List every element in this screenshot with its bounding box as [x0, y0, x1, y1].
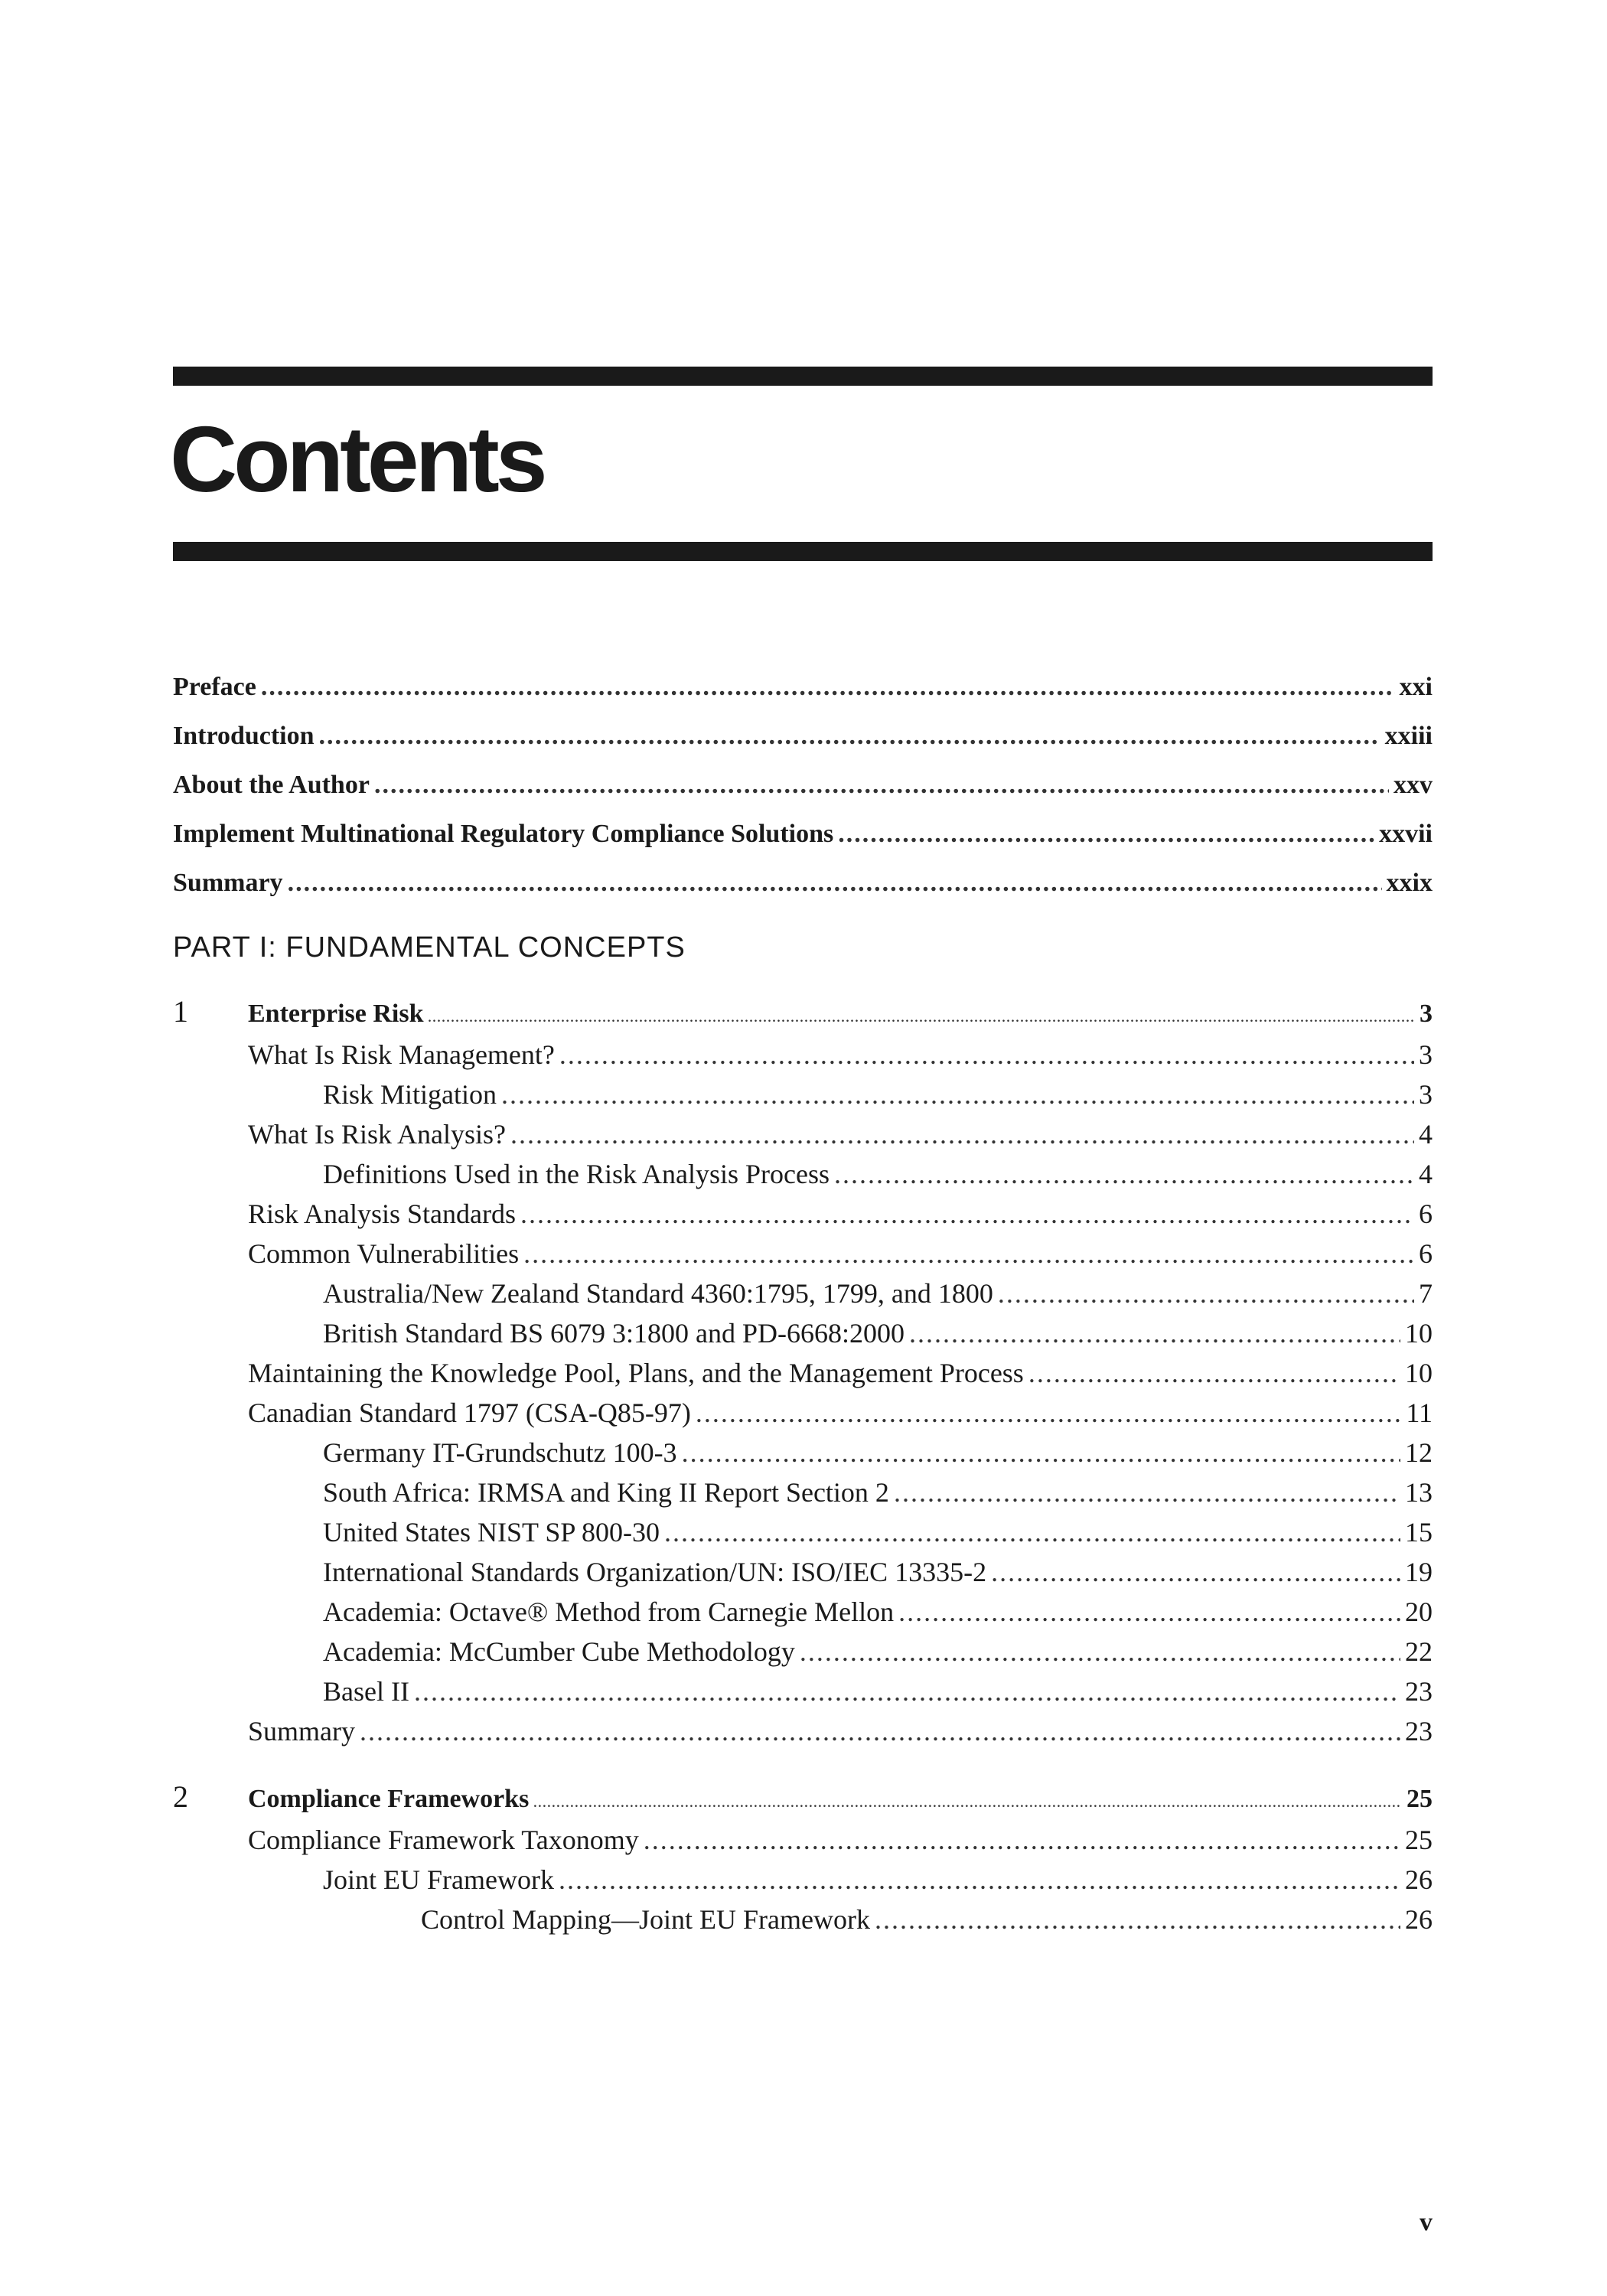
toc-entry[interactable] [248, 1860, 1433, 1900]
toc-entry[interactable] [248, 1194, 1433, 1234]
toc-entry-page: 23 [1405, 1716, 1433, 1746]
dot-leader [894, 1473, 1400, 1512]
chapter-2 [173, 1774, 1433, 1939]
page-title: Contents [170, 407, 544, 511]
dot-leader [834, 1154, 1414, 1194]
dot-leader [374, 761, 1389, 810]
toc-entry[interactable] [248, 1274, 1433, 1313]
toc-entry-page: xxix [1386, 869, 1433, 897]
toc-entry[interactable] [248, 1552, 1433, 1592]
bottom-rule [173, 542, 1433, 561]
toc-entry-label: Academia: McCumber Cube Methodology [323, 1636, 795, 1667]
toc-entry-page: 12 [1405, 1437, 1433, 1468]
toc-entry[interactable] [248, 1035, 1433, 1075]
toc-entry[interactable] [248, 1671, 1433, 1711]
toc-entry-page: 22 [1405, 1636, 1433, 1667]
contents-page [170, 0, 1433, 2296]
front-matter-list [173, 663, 1433, 908]
toc-entry-page: 10 [1405, 1358, 1433, 1388]
dot-leader [1028, 1353, 1400, 1393]
dot-leader [414, 1671, 1400, 1711]
dot-leader [501, 1075, 1414, 1114]
toc-entry[interactable] [248, 1900, 1433, 1939]
dot-leader [261, 663, 1395, 712]
toc-entry-label: Canadian Standard 1797 (CSA-Q85-97) [248, 1397, 691, 1428]
toc-entry-page: xxvii [1379, 820, 1433, 848]
toc-entry-label: Basel II [323, 1676, 409, 1707]
toc-entry-page: xxv [1393, 771, 1433, 799]
page-folio: v [1420, 2208, 1433, 2236]
toc-entry-page: 3 [1419, 1079, 1433, 1110]
toc-entry-page: 4 [1419, 1159, 1433, 1189]
part-heading: PART I: FUNDAMENTAL CONCEPTS [173, 931, 686, 964]
chapter-title-row[interactable] [173, 989, 1433, 1035]
toc-entry-label: Risk Mitigation [323, 1079, 497, 1110]
toc-entry-page: 26 [1405, 1864, 1433, 1895]
toc-entry-label: Definitions Used in the Risk Analysis Process [323, 1159, 830, 1189]
toc-entry-about-the-author[interactable] [173, 761, 1433, 810]
chapter-number: 1 [173, 994, 188, 1029]
table-of-contents [173, 663, 1433, 1939]
chapter-title-row[interactable] [173, 1774, 1433, 1820]
dot-leader [429, 996, 1416, 1035]
dot-leader [875, 1900, 1400, 1939]
toc-entry[interactable] [248, 1433, 1433, 1473]
toc-entry-label: Australia/New Zealand Standard 4360:1795, 1799, and 1800 [323, 1278, 993, 1309]
chapter-title: Compliance Frameworks [248, 1785, 530, 1813]
toc-entry-page: xxi [1399, 673, 1433, 701]
toc-entry-label: Risk Analysis Standards [248, 1199, 517, 1229]
dot-leader [696, 1393, 1401, 1433]
toc-entry-page: 15 [1405, 1517, 1433, 1548]
chapter-number: 2 [173, 1779, 188, 1814]
chapter-entries [248, 1820, 1433, 1939]
toc-entry-label: Summary [173, 869, 283, 897]
dot-leader [664, 1512, 1400, 1552]
dot-leader [991, 1552, 1400, 1592]
toc-entry-preface[interactable] [173, 663, 1433, 712]
toc-entry-label: What Is Risk Analysis? [248, 1119, 506, 1150]
dot-leader [898, 1592, 1400, 1632]
dot-leader [360, 1711, 1400, 1751]
toc-entry-label: South Africa: IRMSA and King II Report Section 2 [323, 1477, 889, 1508]
toc-entry-label: International Standards Organization/UN: ISO/IEC 13335-2 [323, 1557, 987, 1587]
toc-entry-label: Maintaining the Knowledge Pool, Plans, and the Management Process [248, 1358, 1024, 1388]
toc-entry-label: Control Mapping—Joint EU Framework [421, 1904, 870, 1935]
toc-entry[interactable] [248, 1632, 1433, 1671]
toc-entry-page: 19 [1405, 1557, 1433, 1587]
toc-entry[interactable] [248, 1711, 1433, 1751]
toc-entry[interactable] [248, 1313, 1433, 1353]
dot-leader [682, 1433, 1400, 1473]
toc-entry[interactable] [248, 1512, 1433, 1552]
chapter-1 [173, 989, 1433, 1751]
chapter-title: Enterprise Risk [248, 1000, 424, 1028]
toc-entry-label: Summary [248, 1716, 355, 1746]
toc-entry-label: British Standard BS 6079 3:1800 and PD-6668:2000 [323, 1318, 905, 1349]
toc-entry-page: 3 [1419, 1039, 1433, 1070]
toc-entry-page: 7 [1419, 1278, 1433, 1309]
toc-entry-page: 11 [1406, 1397, 1433, 1428]
toc-entry-label: Academia: Octave® Method from Carnegie Mellon [323, 1596, 895, 1627]
toc-entry[interactable] [248, 1075, 1433, 1114]
toc-entry-label: Common Vulnerabilities [248, 1238, 520, 1269]
dot-leader [520, 1194, 1414, 1234]
dot-leader [800, 1632, 1400, 1671]
dot-leader [523, 1234, 1414, 1274]
toc-entry-label: About the Author [173, 771, 370, 799]
chapter-page: 3 [1420, 1000, 1433, 1028]
toc-entry-page: 6 [1419, 1238, 1433, 1269]
toc-entry[interactable] [248, 1820, 1433, 1860]
toc-entry-implement-solutions[interactable] [173, 810, 1433, 859]
toc-entry-label: Implement Multinational Regulatory Compliance Solutions [173, 820, 834, 848]
toc-entry-label: Germany IT-Grundschutz 100-3 [323, 1437, 677, 1468]
toc-entry-page: 23 [1405, 1676, 1433, 1707]
toc-entry-page: 10 [1405, 1318, 1433, 1349]
toc-entry-label: United States NIST SP 800-30 [323, 1517, 660, 1548]
toc-entry[interactable] [248, 1154, 1433, 1194]
toc-entry[interactable] [248, 1234, 1433, 1274]
toc-entry-page: 13 [1405, 1477, 1433, 1508]
chapter-entries [248, 1035, 1433, 1751]
dot-leader [559, 1860, 1400, 1900]
toc-entry-label: Joint EU Framework [323, 1864, 554, 1895]
dot-leader [909, 1313, 1400, 1353]
toc-entry[interactable] [248, 1114, 1433, 1154]
toc-entry-label: Introduction [173, 722, 315, 750]
toc-entry[interactable] [248, 1473, 1433, 1512]
toc-entry-page: 26 [1405, 1904, 1433, 1935]
top-rule [173, 367, 1433, 386]
dot-leader [510, 1114, 1414, 1154]
toc-entry[interactable] [248, 1353, 1433, 1393]
toc-entry-label: What Is Risk Management? [248, 1039, 555, 1070]
dot-leader [998, 1274, 1414, 1313]
dot-leader [533, 1781, 1402, 1820]
toc-entry-label: Preface [173, 673, 256, 701]
toc-entry-label: Compliance Framework Taxonomy [248, 1825, 639, 1855]
toc-entry-page: 20 [1405, 1596, 1433, 1627]
dot-leader [288, 859, 1382, 908]
toc-entry-summary[interactable] [173, 859, 1433, 908]
dot-leader [319, 712, 1380, 761]
toc-entry-page: 6 [1419, 1199, 1433, 1229]
toc-entry-page: 4 [1419, 1119, 1433, 1150]
dot-leader [838, 810, 1374, 859]
toc-entry-page: xxiii [1384, 722, 1433, 750]
dot-leader [644, 1820, 1400, 1860]
dot-leader [559, 1035, 1414, 1075]
toc-entry-introduction[interactable] [173, 712, 1433, 761]
toc-entry-page: 25 [1405, 1825, 1433, 1855]
toc-entry[interactable] [248, 1393, 1433, 1433]
chapter-page: 25 [1407, 1785, 1433, 1813]
toc-entry[interactable] [248, 1592, 1433, 1632]
